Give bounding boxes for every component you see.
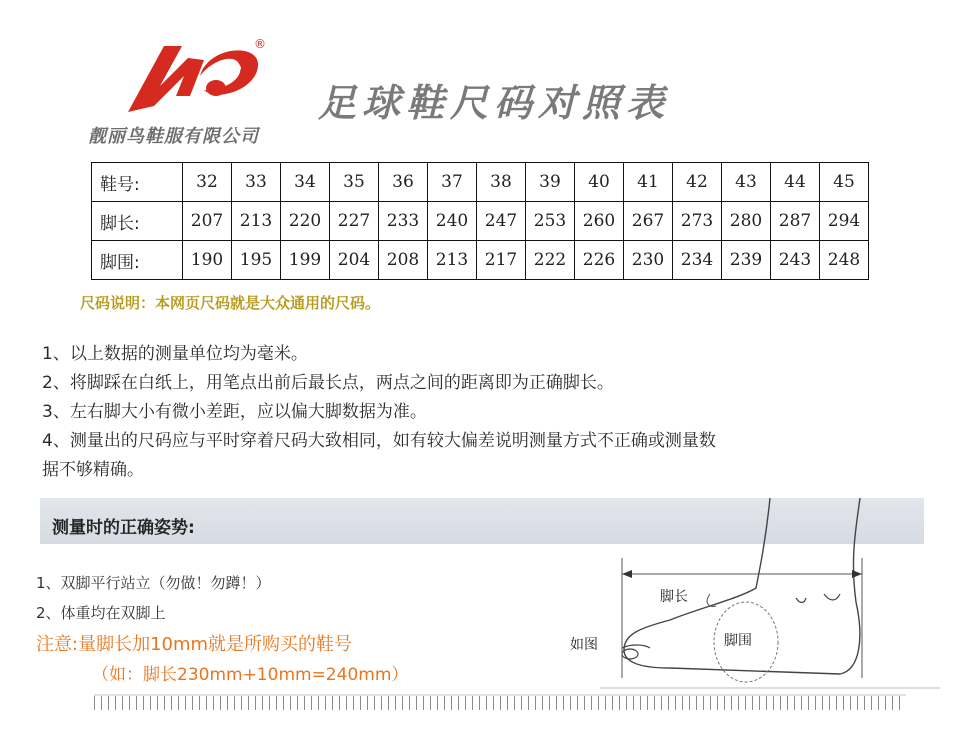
table-cell: 45 <box>820 163 869 202</box>
table-cell: 217 <box>477 241 526 280</box>
foot-length-label: 脚长 <box>660 589 688 605</box>
step-item: 2、体重均在双脚上 <box>36 604 166 622</box>
page-title: 足球鞋尺码对照表 <box>318 81 671 125</box>
table-cell: 247 <box>477 202 526 241</box>
table-cell: 253 <box>526 202 575 241</box>
table-cell: 41 <box>624 163 673 202</box>
section-heading: 测量时的正确姿势: <box>52 518 195 538</box>
table-cell: 267 <box>624 202 673 241</box>
step-item: 1、双脚平行站立（勿做！勿蹲！） <box>36 574 271 592</box>
as-shown-label: 如图 <box>570 637 598 653</box>
foot-illustration <box>560 498 940 708</box>
table-cell: 195 <box>232 241 281 280</box>
table-cell: 40 <box>575 163 624 202</box>
row-label: 脚围: <box>92 241 183 280</box>
ruler-scale <box>94 694 906 710</box>
table-cell: 222 <box>526 241 575 280</box>
table-row <box>92 202 869 241</box>
table-cell: 233 <box>379 202 428 241</box>
note-item: 据不够精确。 <box>42 460 144 480</box>
foot-girth-label: 脚围 <box>724 633 752 649</box>
table-cell: 42 <box>673 163 722 202</box>
table-cell: 239 <box>722 241 771 280</box>
table-cell: 207 <box>183 202 232 241</box>
table-cell: 32 <box>183 163 232 202</box>
registered-mark: ® <box>254 37 266 51</box>
table-cell: 34 <box>281 163 330 202</box>
table-cell: 199 <box>281 241 330 280</box>
table-cell: 294 <box>820 202 869 241</box>
table-cell: 213 <box>428 241 477 280</box>
table-cell: 190 <box>183 241 232 280</box>
table-cell: 260 <box>575 202 624 241</box>
note-item: 4、测量出的尺码应与平时穿着尺码大致相同，如有较大偏差说明测量方式不正确或测量数 <box>42 431 716 451</box>
table-cell: 38 <box>477 163 526 202</box>
table-cell: 213 <box>232 202 281 241</box>
row-label: 鞋号: <box>92 163 183 202</box>
table-cell: 240 <box>428 202 477 241</box>
note-item: 2、将脚踩在白纸上，用笔点出前后最长点，两点之间的距离即为正确脚长。 <box>42 373 614 393</box>
table-cell: 226 <box>575 241 624 280</box>
table-cell: 280 <box>722 202 771 241</box>
example-text: （如：脚长230mm+10mm=240mm） <box>92 665 409 685</box>
table-cell: 230 <box>624 241 673 280</box>
table-cell: 37 <box>428 163 477 202</box>
table-cell: 287 <box>771 202 820 241</box>
foot-drawing <box>560 498 940 708</box>
table-cell: 234 <box>673 241 722 280</box>
table-cell: 36 <box>379 163 428 202</box>
table-cell: 35 <box>330 163 379 202</box>
size-chart-table <box>91 162 869 280</box>
table-cell: 204 <box>330 241 379 280</box>
company-name: 靓丽鸟鞋服有限公司 <box>88 126 259 147</box>
measurement-notes <box>42 340 922 485</box>
warning-text: 注意:量脚长加10mm就是所购买的鞋号 <box>36 634 353 655</box>
table-cell: 227 <box>330 202 379 241</box>
table-row <box>92 241 869 280</box>
note-item: 1、以上数据的测量单位均为毫米。 <box>42 344 308 364</box>
table-cell: 248 <box>820 241 869 280</box>
table-cell: 33 <box>232 163 281 202</box>
brand-logo <box>120 36 270 116</box>
table-cell: 220 <box>281 202 330 241</box>
table-cell: 43 <box>722 163 771 202</box>
table-cell: 273 <box>673 202 722 241</box>
table-cell: 243 <box>771 241 820 280</box>
table-cell: 208 <box>379 241 428 280</box>
table-cell: 44 <box>771 163 820 202</box>
row-label: 脚长: <box>92 202 183 241</box>
table-row <box>92 163 869 202</box>
note-item: 3、左右脚大小有微小差距，应以偏大脚数据为准。 <box>42 402 427 422</box>
table-cell: 39 <box>526 163 575 202</box>
size-note: 尺码说明：本网页尺码就是大众通用的尺码。 <box>80 294 381 312</box>
